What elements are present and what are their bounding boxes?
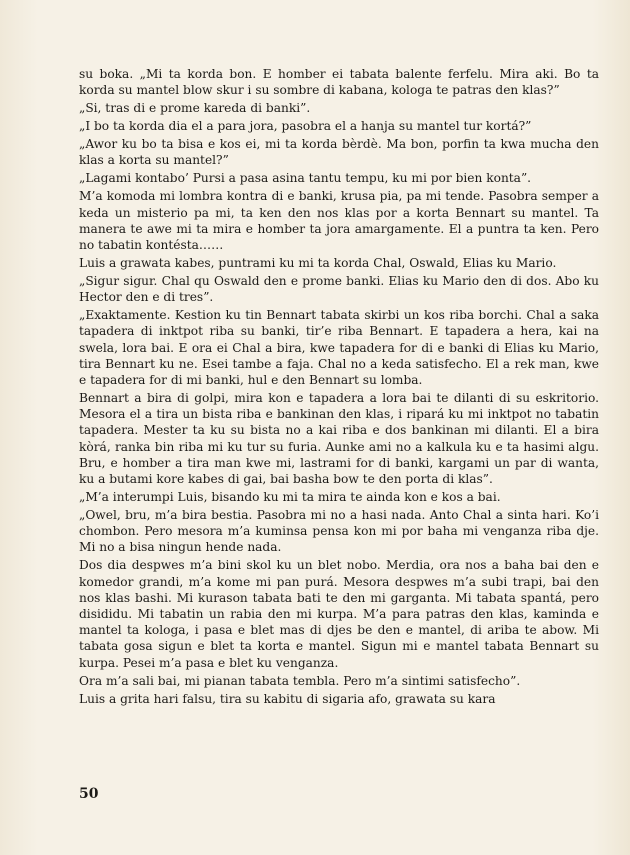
paragraph: Luis a grita hari falsu, tira su kabitu di sigaria afo, grawata su kara <box>79 691 496 706</box>
paragraph: „Owel, bru, m’a bira bestia. Pasobra mi no a hasi nada. Anto Chal a sinta hari. Ko’i chombon. Pero mesora m’a kuminsa pensa kon mi por baha mi venganza riba dje. Mi no a bisa ningun hende nada. <box>79 508 599 555</box>
paragraph: „Exaktamente. Kestion ku tin Bennart tabata skirbi un kos riba borchi. Chal a saka tapadera di inktpot riba su banki, tir’e riba Bennart. E tapadera a hera, kai na swela, lora bai. E ora ei Chal a bira, kwe tapadera for di e banki di Elias ku Mario, tira Bennart ku ne. Esei tambe a faja. Chal no a keda satisfecho. El a rek man, kwe e tapadera for di mi banki, hul e den Bennart su lomba. <box>79 308 599 388</box>
paragraph: „I bo ta korda dia el a para jora, pasobra el a hanja su mantel tur kortá?” <box>79 119 532 134</box>
paragraph: „Awor ku bo ta bisa e kos ei, mi ta korda bèrdè. Ma bon, porfin ta kwa mucha den klas a korta su mantel?” <box>79 137 599 168</box>
paragraph: Ora m’a sali bai, mi pianan tabata tembla. Pero m’a sintimi satisfecho”. <box>79 673 521 688</box>
paragraph: „Sigur sigur. Chal qu Oswald den e prome banki. Elias ku Mario den di dos. Abo ku Hector den e di tres”. <box>79 274 599 305</box>
paragraph: „Lagami kontabo’ Pursi a pasa asina tantu tempu, ku mi por bien konta”. <box>79 171 532 186</box>
paragraph: Dos dia despwes m’a bini skol ku un blet nobo. Merdia, ora nos a baha bai den e komedor grandi, m’a kome mi pan purá. Mesora despwes m’a subi trapi, bai den nos klas bashi. Mi kurason tabata bati te den mi garganta. Mi tabata spantá, pero disididu. Mi tabatin un rabia den mi kurpa. M’a para patras den klas, kaminda e mantel ta kologa, i pasa e blet mas di djes be den e mantel, di ariba te abow. Mi tabata gosa sigun e blet ta korta e mantel. Sigun mi e mantel tabata Bennart su kurpa. Pesei m’a pasa e blet ku venganza. <box>79 558 599 670</box>
paragraph: su boka. „Mi ta korda bon. E homber ei tabata balente ferfelu. Mira aki. Bo ta korda su mantel blow skur i su sombre di kabana, kologa te patras den klas?” <box>79 67 599 98</box>
paragraph: Luis a grawata kabes, puntrami ku mi ta korda Chal, Oswald, Elias ku Mario. <box>79 256 557 271</box>
page-number: 50 <box>79 786 99 802</box>
paragraph: „M’a interumpi Luis, bisando ku mi ta mira te ainda kon e kos a bai. <box>79 490 501 505</box>
paragraph: M’a komoda mi lombra kontra di e banki, krusa pia, pa mi tende. Pasobra semper a keda un misterio pa mi, ta ken den nos klas por a korta Bennart su mantel. Ta manera te awe mi ta mira e homber ta jora amargamente. El a puntra ta ken. Pero no tabatin kontésta…… <box>79 189 599 253</box>
body-text <box>79 66 599 709</box>
paragraph: Bennart a bira di golpi, mira kon e tapadera a lora bai te dilanti di su eskritorio. Mesora el a tira un bista riba e bankinan den klas, i ripará ku mi inktpot no tabatin tapadera. Mester ta ku su bista no a kai riba e dos bankinan mi dilanti. El a bira kòrá, ranka bin riba mi ku tur su furia. Aunke ami no a kalkula ku e ta hasimi algu. Bru, e homber a tira man kwe mi, lastrami for di banki, kargami un par di wanta, ku a butami kore kabes di gai, bai basha bow te den porta di klas”. <box>79 391 599 487</box>
paragraph: „Si, tras di e prome kareda di banki”. <box>79 101 311 116</box>
